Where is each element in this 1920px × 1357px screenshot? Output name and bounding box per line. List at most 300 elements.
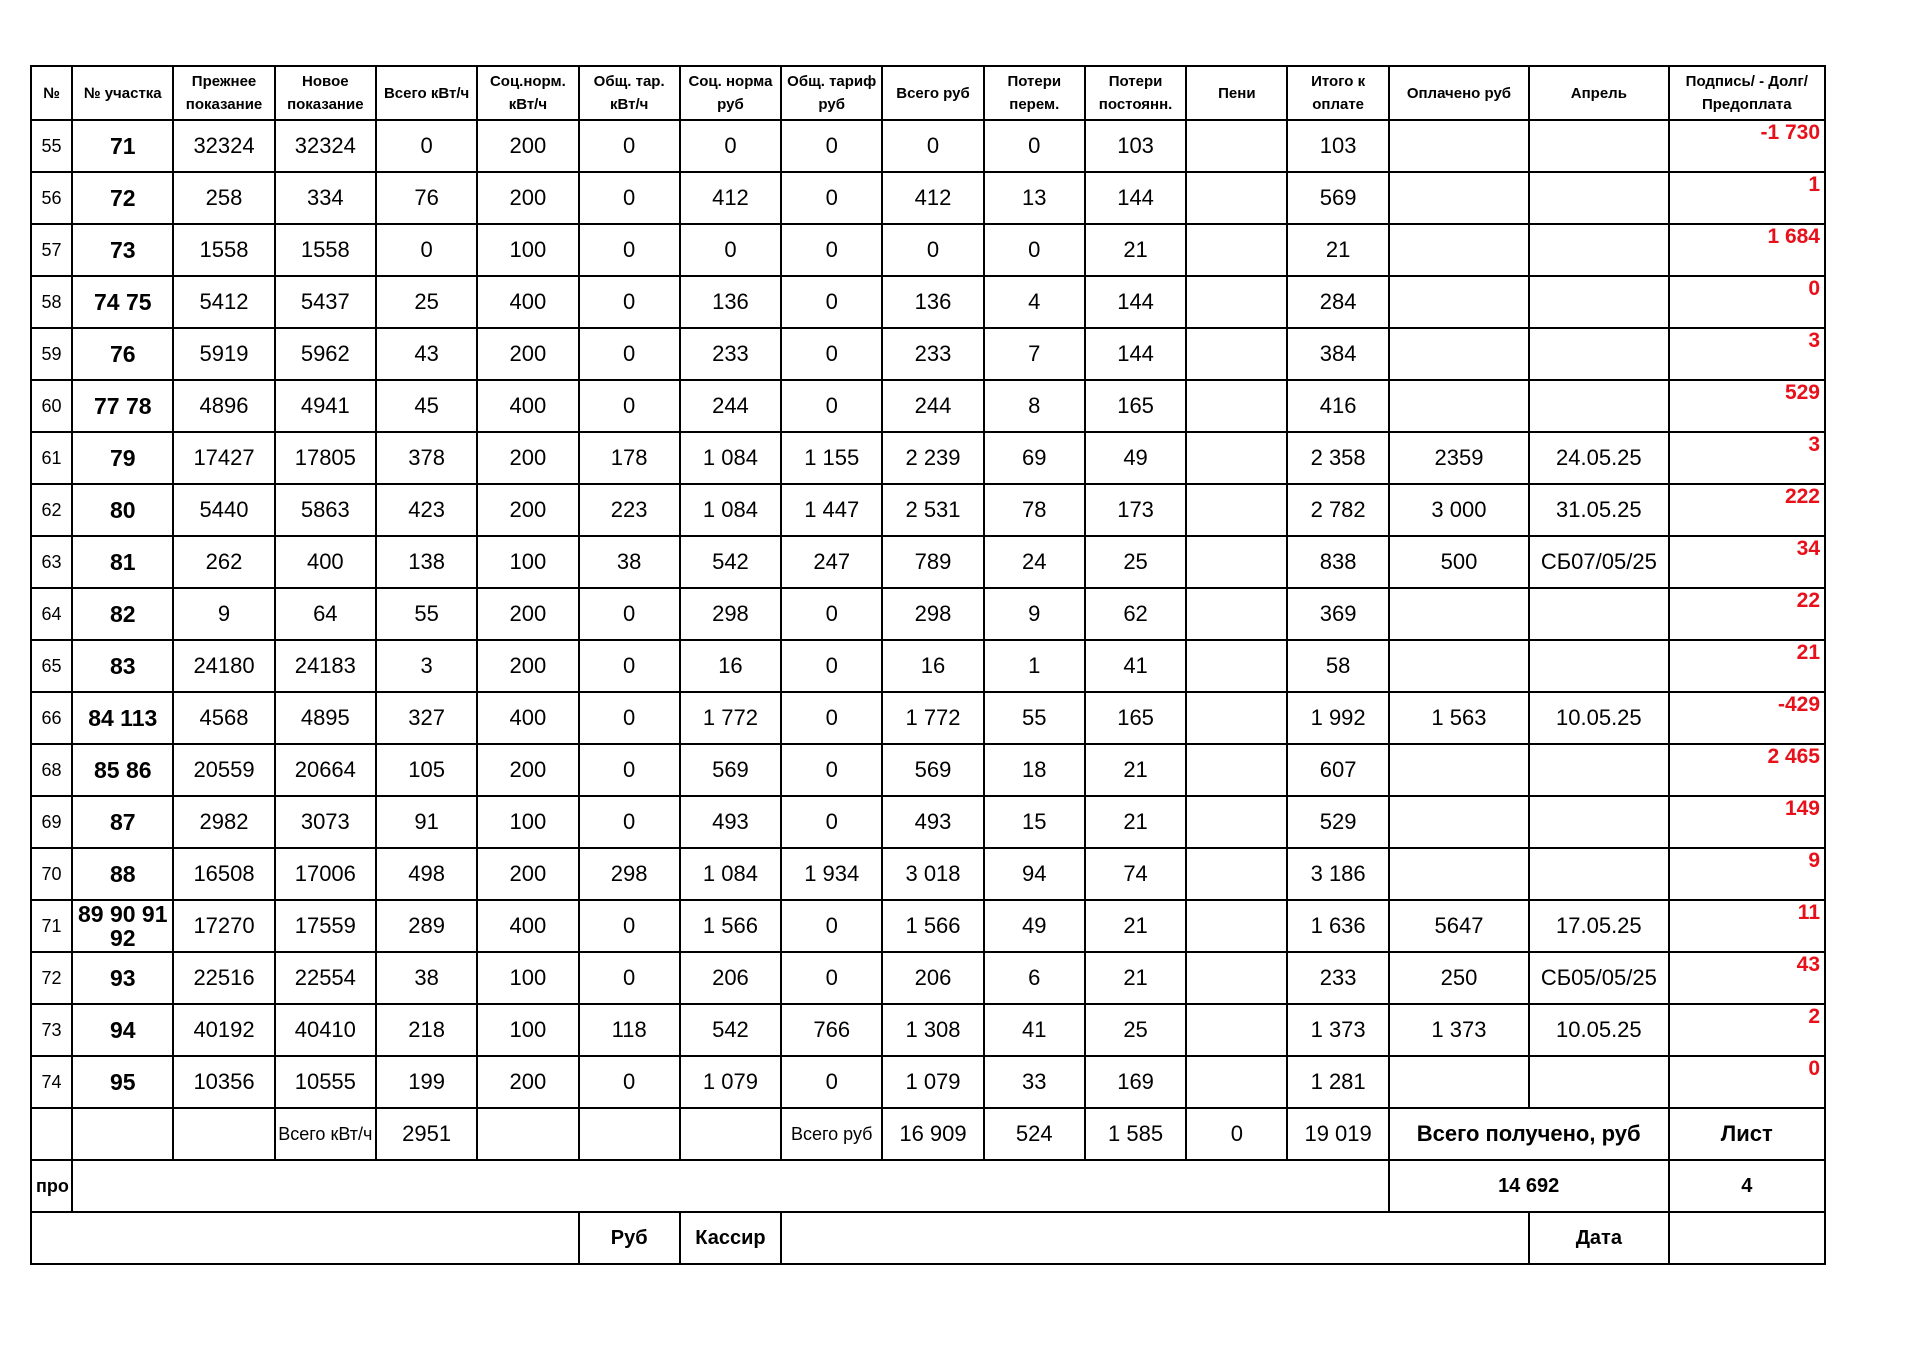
loss-constant-cell: 165 — [1085, 692, 1186, 744]
penalty-cell — [1186, 900, 1287, 952]
amount-to-pay-cell: 21 — [1287, 224, 1388, 276]
new-reading-cell: 5962 — [275, 328, 376, 380]
total-rub-cell: 1 308 — [882, 1004, 983, 1056]
loss-constant-cell: 49 — [1085, 432, 1186, 484]
total-kwh-cell: 3 — [376, 640, 477, 692]
row-number-cell: 68 — [31, 744, 72, 796]
loss-constant-cell: 21 — [1085, 796, 1186, 848]
amount-to-pay-cell: 369 — [1287, 588, 1388, 640]
social-norm-rub-cell: 1 079 — [680, 1056, 781, 1108]
general-tariff-rub-cell: 0 — [781, 1056, 882, 1108]
received-prefix-cell — [31, 1160, 72, 1212]
total-rub-cell: 493 — [882, 796, 983, 848]
penalty-cell — [1186, 536, 1287, 588]
general-tariff-rub-cell: 1 447 — [781, 484, 882, 536]
header-cell: Потери перем. — [984, 66, 1085, 120]
total-kwh-value: 2951 — [376, 1108, 477, 1160]
amount-to-pay-cell: 2 358 — [1287, 432, 1388, 484]
total-rub-value: 16 909 — [882, 1108, 983, 1160]
general-tariff-kwh-cell: 223 — [579, 484, 680, 536]
previous-reading-cell: 10356 — [173, 1056, 274, 1108]
paid-rub-cell — [1389, 120, 1529, 172]
row-number-cell: 69 — [31, 796, 72, 848]
general-tariff-rub-cell: 1 155 — [781, 432, 882, 484]
social-norm-kwh-cell: 200 — [477, 120, 578, 172]
april-date-cell: СБ05/05/25 — [1529, 952, 1668, 1004]
social-norm-kwh-cell: 400 — [477, 380, 578, 432]
april-date-cell — [1529, 172, 1668, 224]
loss-constant-cell: 144 — [1085, 328, 1186, 380]
general-tariff-rub-cell: 0 — [781, 900, 882, 952]
loss-variable-cell: 15 — [984, 796, 1085, 848]
social-norm-kwh-cell: 200 — [477, 848, 578, 900]
amount-to-pay-cell: 1 992 — [1287, 692, 1388, 744]
general-tariff-rub-cell: 0 — [781, 380, 882, 432]
general-tariff-kwh-cell: 0 — [579, 172, 680, 224]
empty-cell — [31, 1108, 72, 1160]
social-norm-rub-cell: 16 — [680, 640, 781, 692]
new-reading-cell: 22554 — [275, 952, 376, 1004]
row-number-cell: 71 — [31, 900, 72, 952]
paid-rub-cell: 500 — [1389, 536, 1529, 588]
row-number-cell: 63 — [31, 536, 72, 588]
total-kwh-cell: 327 — [376, 692, 477, 744]
loss-constant-cell: 103 — [1085, 120, 1186, 172]
row-number-cell: 61 — [31, 432, 72, 484]
total-rub-cell: 0 — [882, 120, 983, 172]
total-rub-cell: 1 566 — [882, 900, 983, 952]
loss-variable-cell: 33 — [984, 1056, 1085, 1108]
row-number-cell: 56 — [31, 172, 72, 224]
plot-number-cell: 76 — [72, 328, 173, 380]
paid-rub-cell: 5647 — [1389, 900, 1529, 952]
amount-to-pay-cell: 569 — [1287, 172, 1388, 224]
social-norm-rub-cell: 1 084 — [680, 484, 781, 536]
total-to-pay: 19 019 — [1287, 1108, 1388, 1160]
header-cell: Подпись/ - Долг/Предоплата — [1669, 66, 1825, 120]
general-tariff-rub-cell: 0 — [781, 120, 882, 172]
table-row — [31, 796, 1825, 848]
row-number-cell: 59 — [31, 328, 72, 380]
row-number-cell: 60 — [31, 380, 72, 432]
table-row — [31, 276, 1825, 328]
previous-reading-cell: 40192 — [173, 1004, 274, 1056]
paid-rub-cell — [1389, 328, 1529, 380]
social-norm-rub-cell: 206 — [680, 952, 781, 1004]
penalty-cell — [1186, 1056, 1287, 1108]
plot-number-cell: 84 113 — [72, 692, 173, 744]
date-field — [1669, 1212, 1825, 1264]
loss-variable-cell: 94 — [984, 848, 1085, 900]
plot-number-cell: 74 75 — [72, 276, 173, 328]
payment-sheet — [30, 65, 1826, 1265]
plot-number-cell: 71 — [72, 120, 173, 172]
table-row — [31, 744, 1825, 796]
general-tariff-rub-cell: 0 — [781, 692, 882, 744]
paid-rub-cell — [1389, 796, 1529, 848]
amount-to-pay-cell: 384 — [1287, 328, 1388, 380]
previous-reading-cell: 20559 — [173, 744, 274, 796]
total-kwh-cell: 25 — [376, 276, 477, 328]
penalty-cell — [1186, 588, 1287, 640]
plot-number-cell: 81 — [72, 536, 173, 588]
cashier-signature-field — [781, 1212, 1529, 1264]
general-tariff-kwh-cell: 0 — [579, 1056, 680, 1108]
loss-variable-cell: 24 — [984, 536, 1085, 588]
row-number-cell: 74 — [31, 1056, 72, 1108]
amount-to-pay-cell: 2 782 — [1287, 484, 1388, 536]
table-row — [31, 328, 1825, 380]
electricity-payment-table — [30, 65, 1826, 1265]
plot-number-cell: 80 — [72, 484, 173, 536]
april-date-cell: СБ07/05/25 — [1529, 536, 1668, 588]
total-kwh-cell: 199 — [376, 1056, 477, 1108]
total-kwh-cell: 423 — [376, 484, 477, 536]
april-date-cell: 31.05.25 — [1529, 484, 1668, 536]
total-kwh-cell: 0 — [376, 120, 477, 172]
header-cell: Новое показание — [275, 66, 376, 120]
total-rub-cell: 1 772 — [882, 692, 983, 744]
table-body — [31, 66, 1825, 1108]
loss-constant-cell: 173 — [1085, 484, 1186, 536]
table-row — [31, 952, 1825, 1004]
april-date-cell — [1529, 848, 1668, 900]
paid-rub-cell: 3 000 — [1389, 484, 1529, 536]
loss-constant-cell: 21 — [1085, 744, 1186, 796]
social-norm-kwh-cell: 400 — [477, 900, 578, 952]
amount-to-pay-cell: 3 186 — [1287, 848, 1388, 900]
plot-number-cell: 77 78 — [72, 380, 173, 432]
header-cell: № — [31, 66, 72, 120]
loss-variable-cell: 7 — [984, 328, 1085, 380]
paid-rub-cell — [1389, 640, 1529, 692]
social-norm-rub-cell: 1 566 — [680, 900, 781, 952]
amount-to-pay-cell: 1 373 — [1287, 1004, 1388, 1056]
loss-variable-cell: 78 — [984, 484, 1085, 536]
previous-reading-cell: 5440 — [173, 484, 274, 536]
social-norm-rub-cell: 0 — [680, 224, 781, 276]
header-cell: Общ. тар. кВт/ч — [579, 66, 680, 120]
total-rub-label: Всего руб — [781, 1108, 882, 1160]
new-reading-cell: 5437 — [275, 276, 376, 328]
total-loss-variable: 524 — [984, 1108, 1085, 1160]
total-kwh-label: Всего кВт/ч — [275, 1108, 376, 1160]
total-rub-cell: 3 018 — [882, 848, 983, 900]
loss-constant-cell: 165 — [1085, 380, 1186, 432]
debt-prepayment-cell: 1 684 — [1669, 224, 1825, 276]
april-date-cell — [1529, 796, 1668, 848]
table-row — [31, 484, 1825, 536]
general-tariff-rub-cell: 0 — [781, 172, 882, 224]
amount-to-pay-cell: 233 — [1287, 952, 1388, 1004]
penalty-cell — [1186, 432, 1287, 484]
plot-number-cell: 89 90 91 92 — [72, 900, 173, 952]
table-row — [31, 900, 1825, 952]
amount-to-pay-cell: 529 — [1287, 796, 1388, 848]
debt-prepayment-cell: 0 — [1669, 276, 1825, 328]
new-reading-cell: 40410 — [275, 1004, 376, 1056]
loss-constant-cell: 25 — [1085, 1004, 1186, 1056]
new-reading-cell: 334 — [275, 172, 376, 224]
general-tariff-kwh-cell: 0 — [579, 380, 680, 432]
social-norm-kwh-cell: 200 — [477, 328, 578, 380]
total-kwh-cell: 38 — [376, 952, 477, 1004]
header-cell: Общ. тариф руб — [781, 66, 882, 120]
social-norm-kwh-cell: 400 — [477, 692, 578, 744]
plot-number-cell: 79 — [72, 432, 173, 484]
header-cell: Всего руб — [882, 66, 983, 120]
debt-prepayment-cell: 2 — [1669, 1004, 1825, 1056]
previous-reading-cell: 9 — [173, 588, 274, 640]
total-loss-constant: 1 585 — [1085, 1108, 1186, 1160]
general-tariff-kwh-cell: 0 — [579, 952, 680, 1004]
row-number-cell: 70 — [31, 848, 72, 900]
total-rub-cell: 244 — [882, 380, 983, 432]
general-tariff-rub-cell: 1 934 — [781, 848, 882, 900]
loss-variable-cell: 13 — [984, 172, 1085, 224]
general-tariff-rub-cell: 0 — [781, 328, 882, 380]
new-reading-cell: 17805 — [275, 432, 376, 484]
total-kwh-cell: 378 — [376, 432, 477, 484]
total-kwh-cell: 45 — [376, 380, 477, 432]
april-date-cell — [1529, 1056, 1668, 1108]
penalty-cell — [1186, 484, 1287, 536]
plot-number-cell: 94 — [72, 1004, 173, 1056]
total-kwh-cell: 498 — [376, 848, 477, 900]
total-received-label: Всего получено, руб — [1389, 1108, 1669, 1160]
table-summary — [31, 1108, 1825, 1264]
april-date-cell: 10.05.25 — [1529, 692, 1668, 744]
previous-reading-cell: 16508 — [173, 848, 274, 900]
loss-variable-cell: 0 — [984, 224, 1085, 276]
general-tariff-rub-cell: 766 — [781, 1004, 882, 1056]
general-tariff-kwh-cell: 0 — [579, 276, 680, 328]
table-row — [31, 380, 1825, 432]
amount-to-pay-cell: 1 636 — [1287, 900, 1388, 952]
loss-constant-cell: 144 — [1085, 172, 1186, 224]
row-number-cell: 66 — [31, 692, 72, 744]
new-reading-cell: 24183 — [275, 640, 376, 692]
general-tariff-kwh-cell: 0 — [579, 900, 680, 952]
loss-variable-cell: 55 — [984, 692, 1085, 744]
row-number-cell: 58 — [31, 276, 72, 328]
debt-prepayment-cell: 529 — [1669, 380, 1825, 432]
table-row — [31, 224, 1825, 276]
debt-prepayment-cell: 21 — [1669, 640, 1825, 692]
row-number-cell: 55 — [31, 120, 72, 172]
empty-cell — [72, 1108, 173, 1160]
header-cell: Оплачено руб — [1389, 66, 1529, 120]
general-tariff-kwh-cell: 0 — [579, 640, 680, 692]
social-norm-kwh-cell: 200 — [477, 432, 578, 484]
social-norm-kwh-cell: 100 — [477, 1004, 578, 1056]
general-tariff-kwh-cell: 118 — [579, 1004, 680, 1056]
penalty-cell — [1186, 328, 1287, 380]
loss-constant-cell: 21 — [1085, 952, 1186, 1004]
previous-reading-cell: 4896 — [173, 380, 274, 432]
general-tariff-kwh-cell: 0 — [579, 120, 680, 172]
total-kwh-cell: 76 — [376, 172, 477, 224]
social-norm-kwh-cell: 400 — [477, 276, 578, 328]
general-tariff-kwh-cell: 0 — [579, 224, 680, 276]
debt-prepayment-cell: 34 — [1669, 536, 1825, 588]
loss-constant-cell: 21 — [1085, 900, 1186, 952]
new-reading-cell: 10555 — [275, 1056, 376, 1108]
general-tariff-rub-cell: 0 — [781, 744, 882, 796]
empty-cell — [579, 1108, 680, 1160]
previous-reading-cell: 5919 — [173, 328, 274, 380]
paid-rub-cell — [1389, 1056, 1529, 1108]
social-norm-rub-cell: 298 — [680, 588, 781, 640]
row-number-cell: 64 — [31, 588, 72, 640]
table-row — [31, 172, 1825, 224]
new-reading-cell: 4895 — [275, 692, 376, 744]
loss-variable-cell: 8 — [984, 380, 1085, 432]
previous-reading-cell: 4568 — [173, 692, 274, 744]
header-cell: Прежнее показание — [173, 66, 274, 120]
plot-number-cell: 73 — [72, 224, 173, 276]
total-kwh-cell: 138 — [376, 536, 477, 588]
empty-cell — [173, 1108, 274, 1160]
received-prefix: про — [36, 1175, 69, 1196]
header-cell: Всего кВт/ч — [376, 66, 477, 120]
table-row — [31, 432, 1825, 484]
plot-number-cell: 72 — [72, 172, 173, 224]
plot-number-cell: 87 — [72, 796, 173, 848]
paid-rub-cell: 250 — [1389, 952, 1529, 1004]
debt-prepayment-cell: 9 — [1669, 848, 1825, 900]
loss-variable-cell: 1 — [984, 640, 1085, 692]
amount-to-pay-cell: 416 — [1287, 380, 1388, 432]
header-cell: Потери постоянн. — [1085, 66, 1186, 120]
header-cell: Соц.норм. кВт/ч — [477, 66, 578, 120]
debt-prepayment-cell: 3 — [1669, 432, 1825, 484]
paid-rub-cell — [1389, 380, 1529, 432]
loss-variable-cell: 4 — [984, 276, 1085, 328]
new-reading-cell: 5863 — [275, 484, 376, 536]
general-tariff-rub-cell: 0 — [781, 952, 882, 1004]
table-row — [31, 1056, 1825, 1108]
total-penalty: 0 — [1186, 1108, 1287, 1160]
loss-variable-cell: 18 — [984, 744, 1085, 796]
table-row — [31, 640, 1825, 692]
social-norm-rub-cell: 542 — [680, 536, 781, 588]
general-tariff-kwh-cell: 0 — [579, 744, 680, 796]
april-date-cell — [1529, 328, 1668, 380]
row-number-cell: 57 — [31, 224, 72, 276]
previous-reading-cell: 2982 — [173, 796, 274, 848]
social-norm-kwh-cell: 100 — [477, 952, 578, 1004]
total-rub-cell: 136 — [882, 276, 983, 328]
row-number-cell: 65 — [31, 640, 72, 692]
social-norm-kwh-cell: 200 — [477, 1056, 578, 1108]
penalty-cell — [1186, 744, 1287, 796]
general-tariff-rub-cell: 0 — [781, 224, 882, 276]
previous-reading-cell: 32324 — [173, 120, 274, 172]
debt-prepayment-cell: 3 — [1669, 328, 1825, 380]
total-kwh-cell: 91 — [376, 796, 477, 848]
april-date-cell: 24.05.25 — [1529, 432, 1668, 484]
header-row — [31, 66, 1825, 120]
empty-cell — [477, 1108, 578, 1160]
social-norm-rub-cell: 542 — [680, 1004, 781, 1056]
table-row — [31, 120, 1825, 172]
april-date-cell — [1529, 588, 1668, 640]
penalty-cell — [1186, 640, 1287, 692]
loss-variable-cell: 0 — [984, 120, 1085, 172]
debt-prepayment-cell: 11 — [1669, 900, 1825, 952]
total-kwh-cell: 289 — [376, 900, 477, 952]
penalty-cell — [1186, 952, 1287, 1004]
social-norm-kwh-cell: 100 — [477, 796, 578, 848]
received-blank — [72, 1160, 1389, 1212]
debt-prepayment-cell: 149 — [1669, 796, 1825, 848]
previous-reading-cell: 5412 — [173, 276, 274, 328]
plot-number-cell: 88 — [72, 848, 173, 900]
total-kwh-cell: 105 — [376, 744, 477, 796]
social-norm-kwh-cell: 200 — [477, 640, 578, 692]
previous-reading-cell: 22516 — [173, 952, 274, 1004]
social-norm-kwh-cell: 200 — [477, 588, 578, 640]
totals-row — [31, 1108, 1825, 1160]
loss-constant-cell: 144 — [1085, 276, 1186, 328]
debt-prepayment-cell: 22 — [1669, 588, 1825, 640]
amount-to-pay-cell: 58 — [1287, 640, 1388, 692]
social-norm-rub-cell: 244 — [680, 380, 781, 432]
amount-to-pay-cell: 284 — [1287, 276, 1388, 328]
loss-constant-cell: 74 — [1085, 848, 1186, 900]
general-tariff-rub-cell: 0 — [781, 640, 882, 692]
social-norm-rub-cell: 233 — [680, 328, 781, 380]
total-kwh-cell: 43 — [376, 328, 477, 380]
plot-number-cell: 85 86 — [72, 744, 173, 796]
total-kwh-cell: 55 — [376, 588, 477, 640]
previous-reading-cell: 24180 — [173, 640, 274, 692]
social-norm-rub-cell: 493 — [680, 796, 781, 848]
penalty-cell — [1186, 120, 1287, 172]
april-date-cell: 17.05.25 — [1529, 900, 1668, 952]
paid-rub-cell: 1 563 — [1389, 692, 1529, 744]
general-tariff-rub-cell: 0 — [781, 796, 882, 848]
debt-prepayment-cell: 222 — [1669, 484, 1825, 536]
general-tariff-kwh-cell: 38 — [579, 536, 680, 588]
new-reading-cell: 400 — [275, 536, 376, 588]
april-date-cell — [1529, 640, 1668, 692]
total-rub-cell: 298 — [882, 588, 983, 640]
penalty-cell — [1186, 172, 1287, 224]
total-rub-cell: 0 — [882, 224, 983, 276]
general-tariff-rub-cell: 0 — [781, 588, 882, 640]
penalty-cell — [1186, 796, 1287, 848]
new-reading-cell: 17006 — [275, 848, 376, 900]
social-norm-rub-cell: 412 — [680, 172, 781, 224]
amount-to-pay-cell: 1 281 — [1287, 1056, 1388, 1108]
paid-rub-cell — [1389, 172, 1529, 224]
received-row — [31, 1160, 1825, 1212]
previous-reading-cell: 17427 — [173, 432, 274, 484]
loss-constant-cell: 41 — [1085, 640, 1186, 692]
amount-to-pay-cell: 838 — [1287, 536, 1388, 588]
social-norm-rub-cell: 0 — [680, 120, 781, 172]
previous-reading-cell: 262 — [173, 536, 274, 588]
empty-cell — [680, 1108, 781, 1160]
total-kwh-cell: 0 — [376, 224, 477, 276]
plot-number-cell: 82 — [72, 588, 173, 640]
debt-prepayment-cell: 43 — [1669, 952, 1825, 1004]
paid-rub-cell: 1 373 — [1389, 1004, 1529, 1056]
april-date-cell — [1529, 224, 1668, 276]
previous-reading-cell: 17270 — [173, 900, 274, 952]
